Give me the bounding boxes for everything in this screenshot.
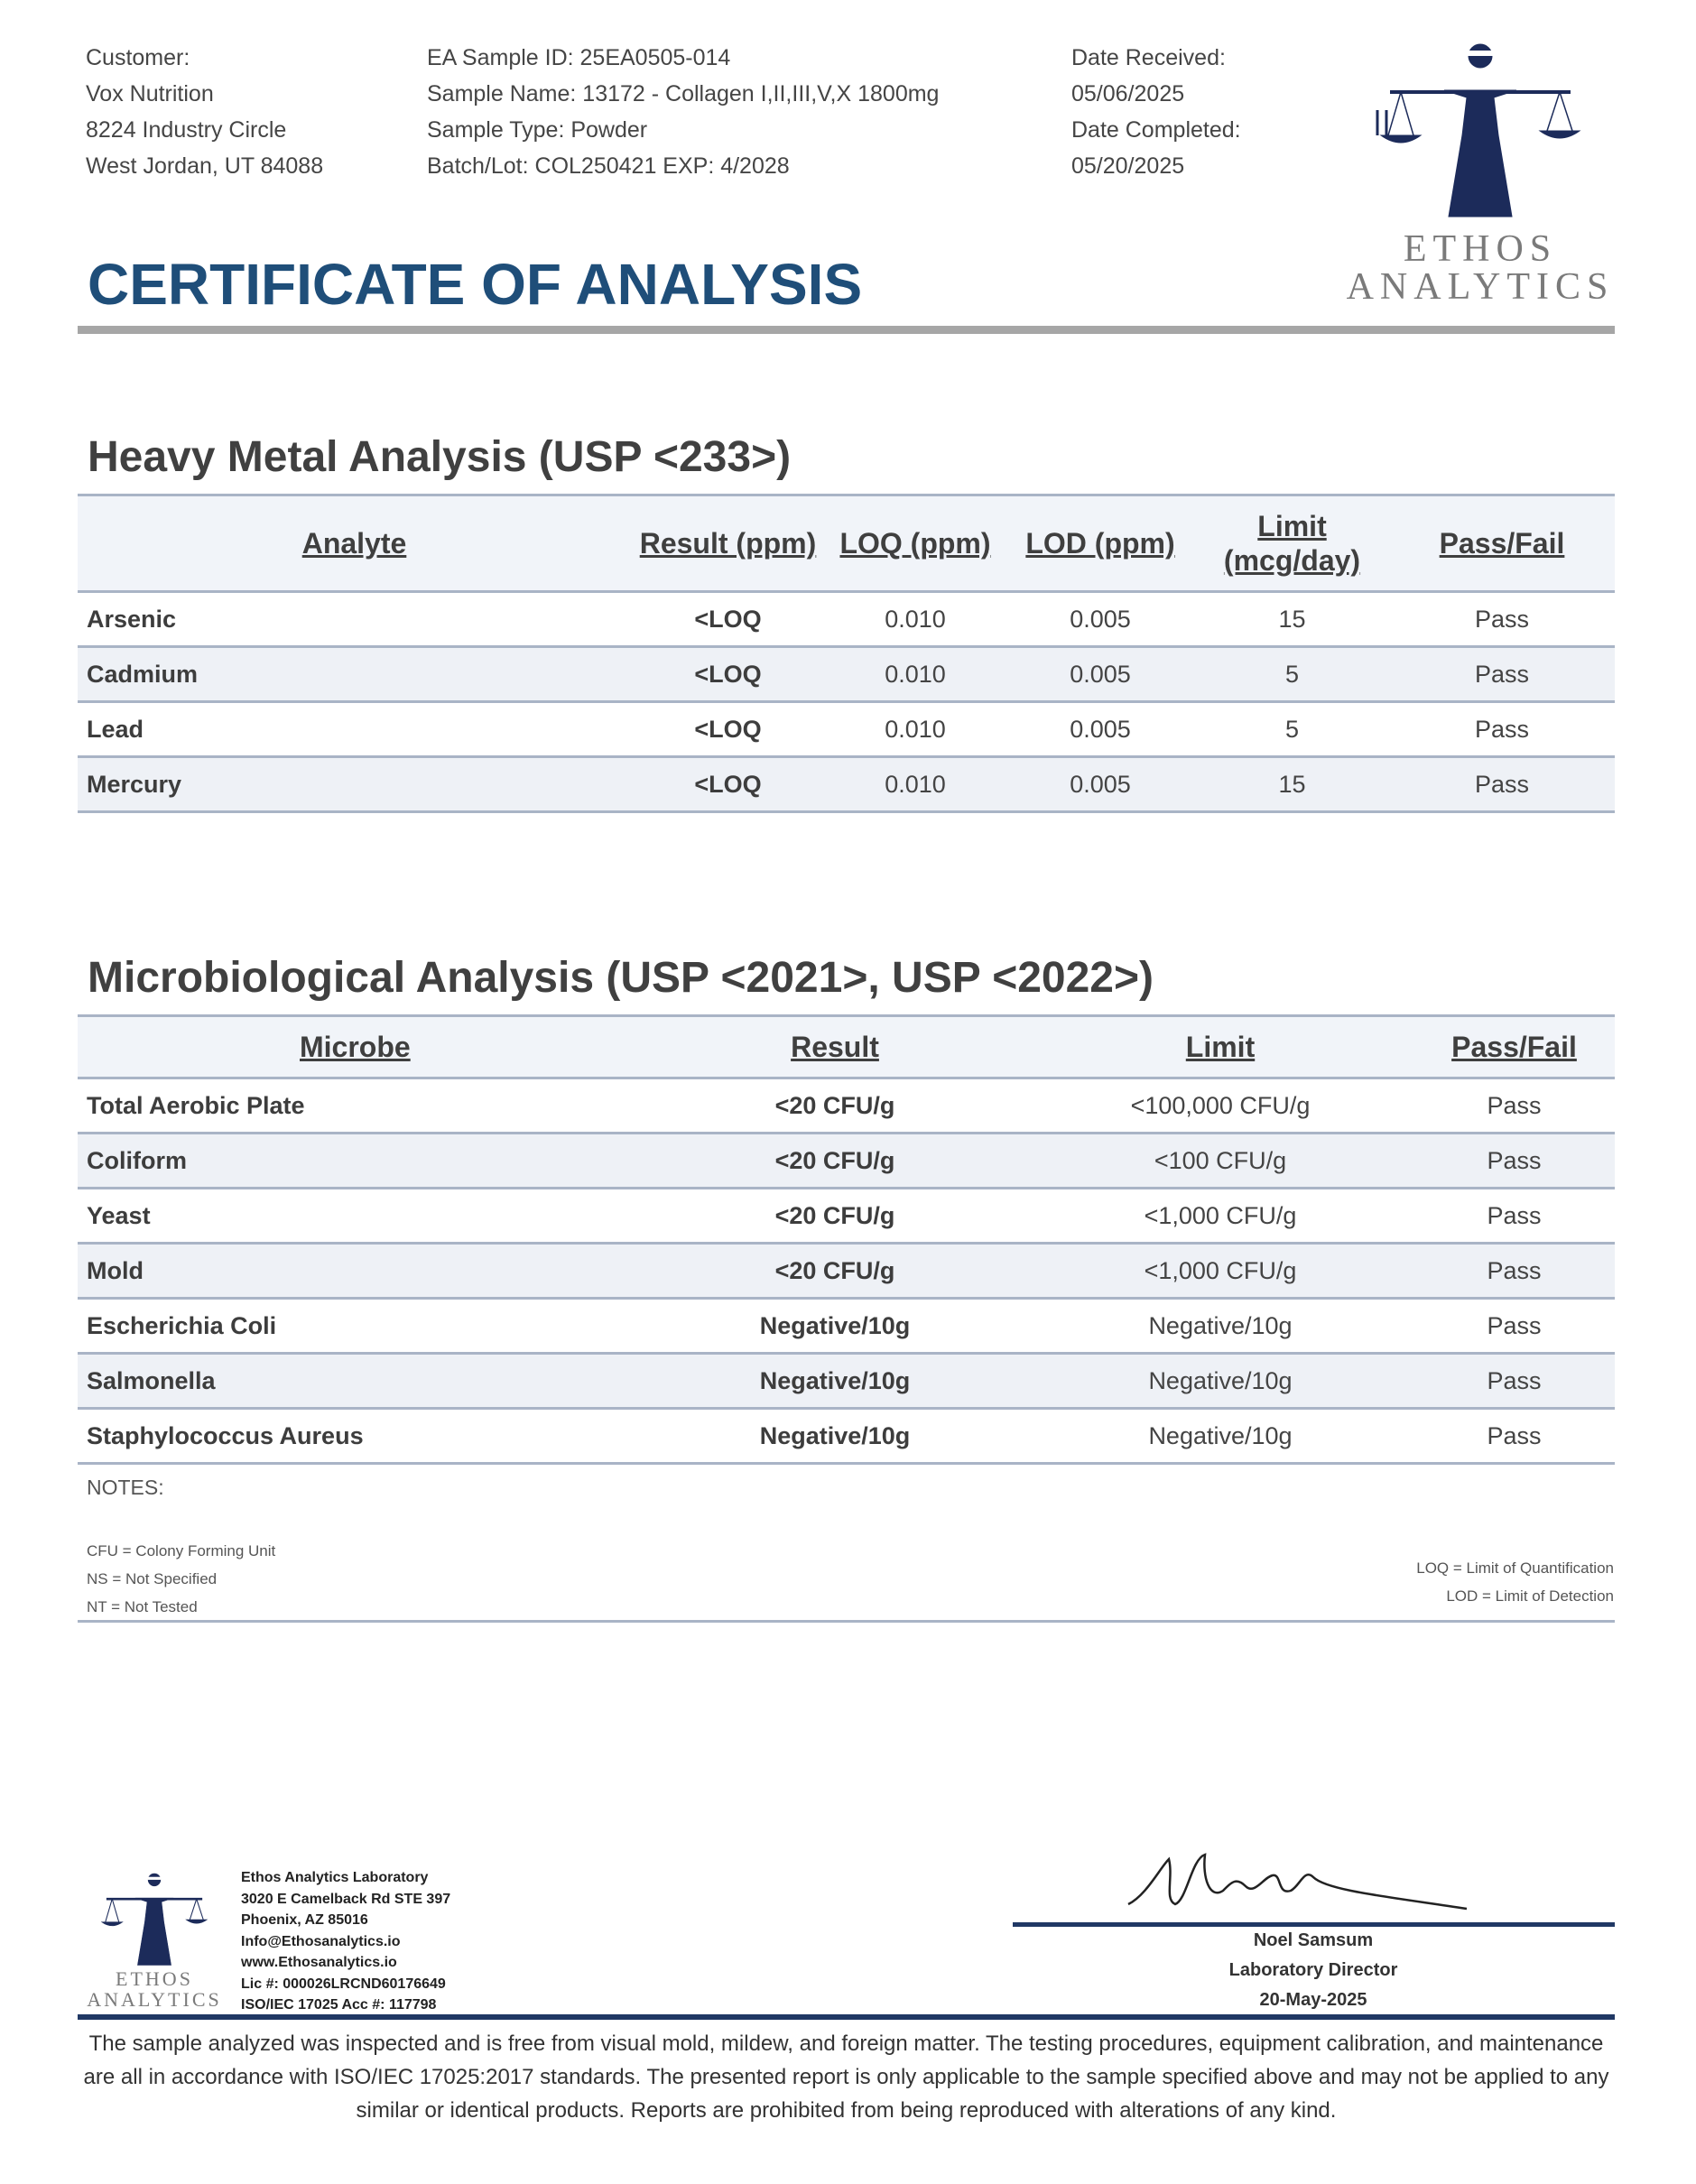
limit-cell: <1,000 CFU/g xyxy=(1027,1189,1413,1244)
lab-email: Info@Ethosanalytics.io xyxy=(241,1933,401,1949)
table-row xyxy=(78,702,1615,757)
status-cell: Pass xyxy=(1413,1354,1615,1409)
loq-cell: 0.010 xyxy=(825,647,1006,702)
result-cell: <20 CFU/g xyxy=(643,1078,1027,1134)
result-cell: <LOQ xyxy=(631,592,825,647)
sample-type: Sample Type: Powder xyxy=(427,117,648,143)
microbe-cell: Total Aerobic Plate xyxy=(78,1078,643,1134)
customer-block xyxy=(86,40,323,184)
dates-block xyxy=(1071,40,1241,184)
signer-block xyxy=(1106,1926,1521,2015)
customer-name: Vox Nutrition xyxy=(86,81,214,106)
microbe-cell: Coliform xyxy=(78,1134,643,1189)
customer-city: West Jordan, UT 84088 xyxy=(86,153,324,179)
footer-divider xyxy=(78,2014,1615,2020)
lab-iso-accreditation: ISO/IEC 17025 Acc #: 117798 xyxy=(241,1997,437,2013)
lod-cell: 0.005 xyxy=(1006,702,1195,757)
lab-street: 3020 E Camelback Rd STE 397 xyxy=(241,1891,451,1907)
note-nt: NT = Not Tested xyxy=(87,1598,198,1615)
col-lod: LOD (ppm) xyxy=(1006,495,1195,592)
col-loq: LOQ (ppm) xyxy=(825,495,1006,592)
lod-cell: 0.005 xyxy=(1006,592,1195,647)
batch-lot: Batch/Lot: COL250421 EXP: 4/2028 xyxy=(427,153,790,179)
note-cfu: CFU = Colony Forming Unit xyxy=(87,1542,276,1559)
note-loq: LOQ = Limit of Quantification xyxy=(1416,1559,1614,1577)
loq-cell: 0.010 xyxy=(825,757,1006,812)
limit-cell: <1,000 CFU/g xyxy=(1027,1244,1413,1299)
disclaimer-text: The sample analyzed was inspected and is free from visual mold, mildew, and foreign matter. The testing procedures, equipment calibration, and maintenance are all in accordance with ISO/IEC 17025:2017 standards. The presented report is only applicable to the sample specified above and may not be applied to any similar or identical products. Reports are prohibited from being reproduced with alterations of any kind. xyxy=(83,2031,1609,2123)
footer-logo xyxy=(78,1861,231,2013)
col-analyte: Analyte xyxy=(78,495,631,592)
micro-header-row xyxy=(78,1016,1615,1078)
micro-table xyxy=(78,1014,1615,1465)
microbe-cell: Staphylococcus Aureus xyxy=(78,1409,643,1464)
limit-cell: <100 CFU/g xyxy=(1027,1134,1413,1189)
signed-date: 20-May-2025 xyxy=(1259,1990,1367,2010)
table-row xyxy=(78,1354,1615,1409)
table-row xyxy=(78,1299,1615,1354)
col-limit: Limit (mcg/day) xyxy=(1195,495,1389,592)
sample-block xyxy=(427,40,939,184)
note-ns: NS = Not Specified xyxy=(87,1570,218,1587)
limit-cell: 15 xyxy=(1195,592,1389,647)
result-cell: Negative/10g xyxy=(643,1409,1027,1464)
logo-text-ethos: ETHOS xyxy=(1403,228,1558,270)
result-cell: <20 CFU/g xyxy=(643,1134,1027,1189)
table-row xyxy=(78,1134,1615,1189)
signer-title: Laboratory Director xyxy=(1228,1960,1398,1980)
result-cell: <20 CFU/g xyxy=(643,1244,1027,1299)
lab-address-block xyxy=(241,1867,450,2016)
table-row xyxy=(78,1078,1615,1134)
sample-name: Sample Name: 13172 - Collagen I,II,III,V,X 1800mg xyxy=(427,81,940,106)
microbe-cell: Salmonella xyxy=(78,1354,643,1409)
analyte-cell: Mercury xyxy=(78,757,631,812)
status-cell: Pass xyxy=(1389,702,1615,757)
status-cell: Pass xyxy=(1389,757,1615,812)
limit-cell: Negative/10g xyxy=(1027,1299,1413,1354)
limit-cell: <100,000 CFU/g xyxy=(1027,1078,1413,1134)
status-cell: Pass xyxy=(1413,1189,1615,1244)
status-cell: Pass xyxy=(1413,1409,1615,1464)
signer-name: Noel Samsum xyxy=(1253,1930,1374,1950)
limit-cell: Negative/10g xyxy=(1027,1354,1413,1409)
micro-heading: Microbiological Analysis (USP <2021>, USP <2022>) xyxy=(88,954,1154,1002)
analyte-cell: Cadmium xyxy=(78,647,631,702)
footer-logo-ethos: ETHOS xyxy=(116,1967,193,1990)
analyte-cell: Lead xyxy=(78,702,631,757)
heavy-metal-header-row xyxy=(78,495,1615,592)
note-lod: LOD = Limit of Detection xyxy=(1446,1587,1614,1605)
col-microbe: Microbe xyxy=(78,1016,643,1078)
limit-cell: 15 xyxy=(1195,757,1389,812)
customer-label: Customer: xyxy=(86,45,190,70)
ethos-logo xyxy=(1336,36,1625,316)
limit-cell: 5 xyxy=(1195,647,1389,702)
table-row xyxy=(78,592,1615,647)
loq-cell: 0.010 xyxy=(825,702,1006,757)
table-row xyxy=(78,757,1615,812)
col-micro-pass-fail: Pass/Fail xyxy=(1413,1016,1615,1078)
date-completed: 05/20/2025 xyxy=(1071,153,1185,179)
customer-street: 8224 Industry Circle xyxy=(86,117,287,143)
lab-name: Ethos Analytics Laboratory xyxy=(241,1870,429,1885)
microbe-cell: Mold xyxy=(78,1244,643,1299)
sample-id: EA Sample ID: 25EA0505-014 xyxy=(427,45,731,70)
date-received-label: Date Received: xyxy=(1071,45,1226,70)
heavy-metal-table xyxy=(78,494,1615,813)
footer-logo-analytics: ANALYTICS xyxy=(87,1988,222,2011)
lod-cell: 0.005 xyxy=(1006,757,1195,812)
col-micro-limit: Limit xyxy=(1027,1016,1413,1078)
loq-cell: 0.010 xyxy=(825,592,1006,647)
status-cell: Pass xyxy=(1389,647,1615,702)
logo-text-analytics: ANALYTICS xyxy=(1346,266,1615,308)
result-cell: <LOQ xyxy=(631,757,825,812)
status-cell: Pass xyxy=(1413,1299,1615,1354)
status-cell: Pass xyxy=(1413,1244,1615,1299)
notes-right xyxy=(1416,1554,1614,1610)
microbe-cell: Yeast xyxy=(78,1189,643,1244)
table-row xyxy=(78,1244,1615,1299)
notes-label: NOTES: xyxy=(87,1476,164,1499)
col-result: Result (ppm) xyxy=(631,495,825,592)
result-cell: <LOQ xyxy=(631,702,825,757)
result-cell: Negative/10g xyxy=(643,1354,1027,1409)
microbe-cell: Escherichia Coli xyxy=(78,1299,643,1354)
title-divider xyxy=(78,326,1615,334)
col-micro-result: Result xyxy=(643,1016,1027,1078)
justice-figure-icon xyxy=(78,1861,231,1978)
lod-cell: 0.005 xyxy=(1006,647,1195,702)
date-received: 05/06/2025 xyxy=(1071,81,1185,106)
status-cell: Pass xyxy=(1389,592,1615,647)
status-cell: Pass xyxy=(1413,1134,1615,1189)
notes-left xyxy=(87,1537,275,1621)
heavy-metal-heading: Heavy Metal Analysis (USP <233>) xyxy=(88,433,792,481)
justice-figure-icon xyxy=(1336,36,1625,226)
col-pass-fail: Pass/Fail xyxy=(1389,495,1615,592)
result-cell: Negative/10g xyxy=(643,1299,1027,1354)
notes-divider xyxy=(78,1620,1615,1623)
table-row xyxy=(78,647,1615,702)
analyte-cell: Arsenic xyxy=(78,592,631,647)
lab-license: Lic #: 000026LRCND60176649 xyxy=(241,1976,446,1992)
result-cell: <LOQ xyxy=(631,647,825,702)
table-row xyxy=(78,1409,1615,1464)
page-title: CERTIFICATE OF ANALYSIS xyxy=(88,252,863,317)
result-cell: <20 CFU/g xyxy=(643,1189,1027,1244)
date-completed-label: Date Completed: xyxy=(1071,117,1241,143)
lab-website: www.Ethosanalytics.io xyxy=(241,1955,397,1970)
signature-image xyxy=(1119,1841,1480,1922)
lab-city: Phoenix, AZ 85016 xyxy=(241,1912,368,1928)
limit-cell: 5 xyxy=(1195,702,1389,757)
table-row xyxy=(78,1189,1615,1244)
limit-cell: Negative/10g xyxy=(1027,1409,1413,1464)
status-cell: Pass xyxy=(1413,1078,1615,1134)
